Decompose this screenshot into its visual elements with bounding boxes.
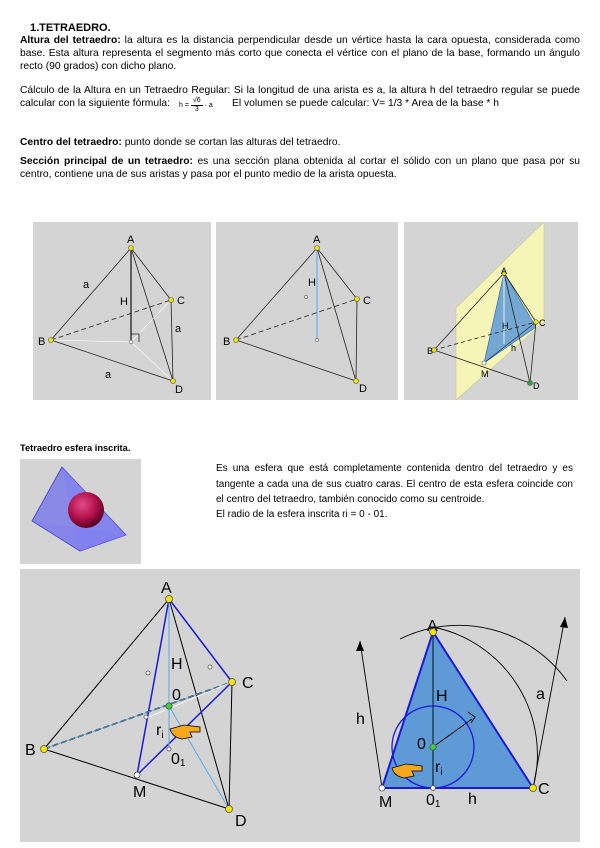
fig2-label-d: D	[359, 383, 367, 395]
fig1-label-b: B	[38, 336, 46, 348]
inscrita-paragraph: Es una esfera que está completamente contenida dentro del tetraedro y es tangente a cada una de sus cuatro caras. El centro de esta esfera coincide con el centro del tetraedro, también conocido como su centroide.	[216, 463, 573, 505]
fig1-label-a: A	[127, 234, 135, 246]
br-label-m: M	[379, 794, 393, 811]
fig3-label-c: C	[539, 318, 546, 328]
fig3-label-m: M	[481, 369, 489, 379]
centro-paragraph: Centro del tetraedro: punto donde se cortan las alturas del tetraedro.	[20, 137, 341, 148]
fig3-label-b: B	[427, 346, 434, 356]
bl-label-ri: ri	[156, 722, 164, 741]
inscribed-sphere-image	[20, 459, 141, 564]
inscrita-title: Tetraedro esfera inscrita.	[20, 443, 131, 453]
fig1-label-d: D	[175, 384, 183, 396]
inscrita-radius-text: El radio de la esfera inscrita ri = 0 - 01.	[216, 509, 388, 520]
section-title: 1.TETRAEDRO.	[30, 22, 111, 34]
bl-label-h: H	[171, 656, 183, 673]
fig3-label-a: A	[501, 266, 508, 276]
br-label-h: H	[436, 688, 448, 705]
fig3-label-h-upper: H	[502, 321, 509, 331]
seccion-paragraph: Sección principal de un tetraedro: es una sección plana obtenida al cortar el sólido con un plano que pasa por su centro, contiene una de sus aristas y pasa por el punto medio de la arista opuesta.	[20, 156, 581, 181]
right-section-figure	[356, 617, 568, 811]
figure-tetrahedron-height	[33, 222, 211, 400]
fig2-label-h: H	[308, 277, 316, 289]
br-label-h-left: h	[356, 711, 365, 728]
formula-numerator: √6	[192, 97, 201, 104]
br-label-a: A	[427, 618, 438, 635]
fig3-label-d: D	[533, 381, 540, 391]
bl-label-o: 0	[172, 687, 181, 704]
altura-text: la altura es la distancia perpendicular desde un vértice hasta la cara opuesta, considerada como base. Esta altura representa el segmento más corto que conecta el vértice con el plano de la base, formando un ángulo recto (90 grados) con dicho plano.	[20, 35, 580, 73]
bl-label-d: D	[235, 813, 247, 830]
fig1-label-a-edge1: a	[83, 279, 90, 291]
bl-label-m: M	[133, 784, 147, 801]
figure-tetrahedron-center	[216, 222, 398, 400]
bl-label-o1: 01	[171, 751, 186, 769]
bottom-figures-panel	[20, 569, 580, 842]
bl-label-b: B	[25, 742, 36, 759]
fig1-label-a-edge3: a	[105, 369, 112, 381]
fig1-label-a-edge2: a	[175, 323, 182, 335]
left-tetrahedron-figure	[25, 580, 254, 830]
volumen-text: El volumen se puede calcular: V= 1/3 * Area de la base * h	[232, 98, 500, 109]
fig1-label-h: H	[120, 296, 128, 308]
br-label-a-edge: a	[536, 686, 545, 703]
fig2-label-a: A	[313, 234, 321, 246]
altura-label: Altura del tetraedro:	[20, 35, 121, 46]
formula-denominator: 3	[194, 106, 199, 113]
br-label-ri: ri	[435, 759, 443, 778]
figure-tetrahedron-section	[404, 222, 578, 400]
br-label-c: C	[538, 781, 550, 798]
bl-label-c: C	[242, 675, 254, 692]
fig2-label-c: C	[363, 295, 371, 307]
br-label-o: 0	[417, 736, 426, 753]
pointing-hand-icon	[170, 725, 200, 739]
fig2-label-b: B	[223, 336, 231, 348]
altura-paragraph	[20, 34, 580, 74]
height-formula: h = $\frac{√6}{3}$ · a	[179, 97, 213, 113]
fig3-label-h-lower: h	[511, 343, 517, 353]
calculo-text: Cálculo de la Altura en un Tetraedro Regular: Si la longitud de una arista es a, la altura h del tetraedro regular se puede calcular con la siguiente fórmula:	[20, 85, 580, 110]
fig1-label-c: C	[177, 295, 185, 307]
br-label-o1: 01	[426, 792, 441, 810]
br-label-h-bottom: h	[468, 791, 477, 808]
bl-label-a: A	[161, 580, 172, 597]
